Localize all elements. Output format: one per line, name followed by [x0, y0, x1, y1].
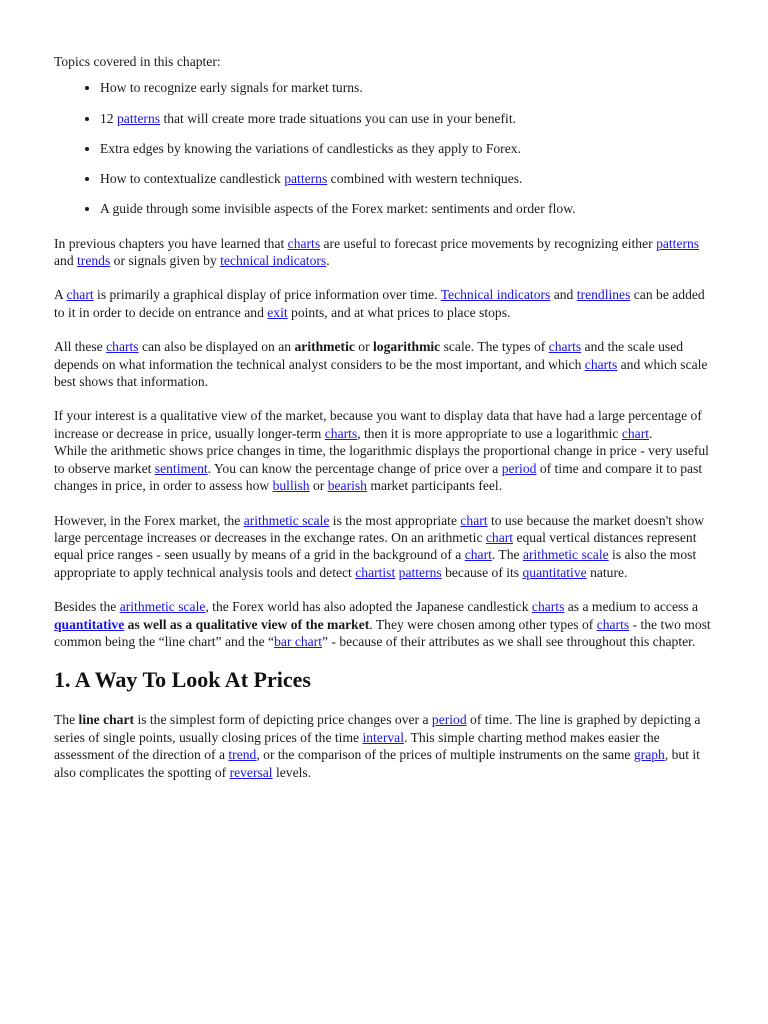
hyperlink-chartist[interactable]: chartist [355, 564, 396, 580]
paragraph-qualitative-view [54, 407, 714, 442]
topics-list [54, 79, 714, 217]
hyperlink-chart[interactable]: chart [621, 425, 650, 441]
text-run: 12 [100, 110, 117, 126]
text-run: How to contextualize candlestick [100, 171, 285, 187]
hyperlink-arithmetic-scale[interactable]: arithmetic scale [522, 547, 609, 563]
hyperlink-bar-chart[interactable]: bar chart [274, 633, 322, 649]
paragraph-line-chart [54, 711, 714, 781]
bold-text: line chart [78, 712, 135, 728]
text-run: A [54, 287, 67, 303]
hyperlink-bullish[interactable]: bullish [272, 478, 310, 494]
hyperlink-arithmetic-scale[interactable]: arithmetic scale [119, 599, 206, 615]
hyperlink-charts[interactable]: charts [584, 356, 618, 372]
text-run: . This simple charting method makes easier the assessment of the direction of a [54, 729, 660, 763]
topic-item [100, 170, 714, 187]
text-run: In previous chapters you have learned that [54, 235, 288, 251]
topic-item [100, 200, 714, 217]
text-run: ” - because of their attributes as we shall see throughout this chapter. [322, 633, 696, 649]
hyperlink-charts[interactable]: charts [287, 235, 321, 251]
text-run: of time and compare it to past changes in price, in order to assess how [54, 460, 703, 494]
text-run: or [354, 339, 373, 355]
hyperlink-chart[interactable]: chart [485, 529, 514, 545]
hyperlink-technical-indicators[interactable]: Technical indicators [440, 287, 551, 303]
text-run: and the scale used depends on what information the technical analyst considers to be the most important, and which [54, 339, 684, 372]
text-run: scale. The types of [440, 339, 549, 355]
hyperlink-quantitative[interactable]: quantitative [522, 564, 587, 580]
hyperlink-charts[interactable]: charts [596, 616, 630, 632]
paragraph-previous-chapters [54, 235, 714, 270]
text-run: . [649, 425, 653, 441]
bold-text: as well as a qualitative view of the market [124, 616, 370, 632]
hyperlink-charts[interactable]: charts [324, 425, 358, 441]
text-run: or [309, 478, 328, 494]
text-run: and [550, 287, 577, 303]
text-run: or signals given by [110, 253, 221, 269]
topic-item [100, 140, 714, 157]
hyperlink-patterns[interactable]: patterns [656, 235, 700, 251]
paragraph-chart-definition [54, 286, 714, 321]
topic-item [100, 110, 714, 127]
text-run: , or the comparison of the prices of multiple instruments on the same [256, 747, 634, 763]
hyperlink-trends[interactable]: trends [77, 253, 111, 269]
text-run: Besides the [54, 599, 120, 615]
paragraph-arithmetic-vs-log [54, 442, 714, 494]
text-run: , the Forex world has also adopted the Japanese candlestick [205, 599, 532, 615]
text-run: . [326, 253, 330, 269]
hyperlink-chart[interactable]: chart [66, 287, 94, 303]
hyperlink-period[interactable]: period [431, 712, 467, 728]
text-run: is the most appropriate [329, 512, 461, 528]
text-run: can be added to it in order to decide on entrance and [54, 287, 705, 320]
hyperlink-charts[interactable]: charts [548, 339, 582, 355]
text-run: and [54, 253, 78, 269]
text-run: is the simplest form of depicting price changes over a [134, 712, 432, 728]
hyperlink-charts[interactable]: charts [531, 599, 565, 615]
hyperlink-quantitative[interactable] [54, 617, 124, 632]
text-run: While the arithmetic shows price changes in time, the logarithmic displays the proportional change in price - very useful to observe market [54, 443, 709, 476]
text-run: can also be displayed on an [138, 339, 295, 355]
hyperlink-bearish[interactable]: bearish [327, 478, 367, 494]
hyperlink-graph[interactable]: graph [633, 747, 665, 763]
text-run: are useful to forecast price movements by recognizing either [320, 235, 657, 251]
hyperlink-chart[interactable]: chart [460, 512, 488, 528]
text-run: market participants feel. [366, 478, 503, 494]
text-run: nature. [586, 564, 628, 580]
text-run: How to recognize early signals for market turns. [100, 80, 363, 96]
hyperlink-chart[interactable]: chart [464, 547, 492, 563]
hyperlink-patterns[interactable]: patterns [117, 110, 161, 126]
hyperlink-patterns[interactable]: patterns [398, 564, 442, 580]
topics-intro: Topics covered in this chapter: [54, 54, 221, 69]
text-run: However, in the Forex market, the [54, 512, 244, 528]
text-run: because of its [441, 564, 523, 580]
text-run: , but it also complicates the spotting of [54, 747, 700, 780]
text-run: Extra edges by knowing the variations of candlesticks as they apply to Forex. [100, 140, 521, 156]
text-run: All these [54, 339, 107, 355]
hyperlink-period[interactable]: period [501, 460, 537, 476]
hyperlink-exit[interactable]: exit [267, 304, 288, 320]
text-run: If your interest is a qualitative view of the market, because you want to display data that have had a large percentage of increase or decrease in price, usually longer-term [54, 408, 702, 441]
text-run: as a medium to access a [564, 599, 698, 615]
text-run: to use because the market doesn't show large percentage increases or decreases in the exchange rates. On an arithmetic [54, 512, 705, 545]
paragraph-chart-scales [54, 338, 714, 390]
hyperlink-trend[interactable]: trend [228, 747, 257, 763]
document-content [54, 53, 714, 798]
text-run: - the two most common being the “line chart” and the “ [54, 616, 711, 649]
topic-item [100, 79, 714, 96]
text-run: combined with western techniques. [327, 171, 523, 187]
text-run: is primarily a graphical display of price information over time. [93, 287, 441, 303]
text-run: A guide through some invisible aspects of the Forex market: sentiments and order flow. [100, 201, 576, 217]
hyperlink-charts[interactable]: charts [106, 339, 139, 355]
hyperlink-trendlines[interactable]: trendlines [576, 287, 631, 303]
bold-text: logarithmic [373, 339, 441, 355]
hyperlink-interval[interactable]: interval [362, 729, 404, 745]
hyperlink-technical-indicators[interactable]: technical indicators [220, 253, 327, 269]
text-run: . The [491, 547, 523, 563]
hyperlink-arithmetic-scale[interactable]: arithmetic scale [243, 512, 330, 528]
section-heading: 1. A Way To Look At Prices [54, 667, 311, 693]
bold-text: arithmetic [294, 339, 355, 355]
bold-text: quantitative [54, 616, 125, 632]
text-run: is also the most appropriate to apply technical analysis tools and detect [54, 547, 697, 580]
text-run: equal vertical distances represent equal price ranges - seen usually by means of a grid in the background of a [54, 529, 697, 563]
text-run: of time. The line is graphed by depicting a series of single points, usually closing prices of the time [54, 712, 701, 745]
hyperlink-patterns[interactable]: patterns [284, 171, 328, 187]
paragraph-candlestick [54, 598, 714, 650]
hyperlink-sentiment[interactable]: sentiment [154, 460, 208, 476]
text-run: . They were chosen among other types of [369, 616, 597, 632]
paragraph-forex-arithmetic [54, 512, 714, 582]
hyperlink-reversal[interactable]: reversal [229, 764, 273, 780]
text-run: The [54, 712, 79, 728]
text-run: and which scale best shows that information. [54, 356, 708, 390]
text-run: . You can know the percentage change of price over a [207, 460, 502, 476]
text-run: that will create more trade situations you can use in your benefit. [160, 110, 517, 126]
text-run: levels. [272, 764, 312, 780]
text-run: , then it is more appropriate to use a logarithmic [357, 425, 622, 441]
text-run: points, and at what prices to place stops. [287, 304, 511, 320]
